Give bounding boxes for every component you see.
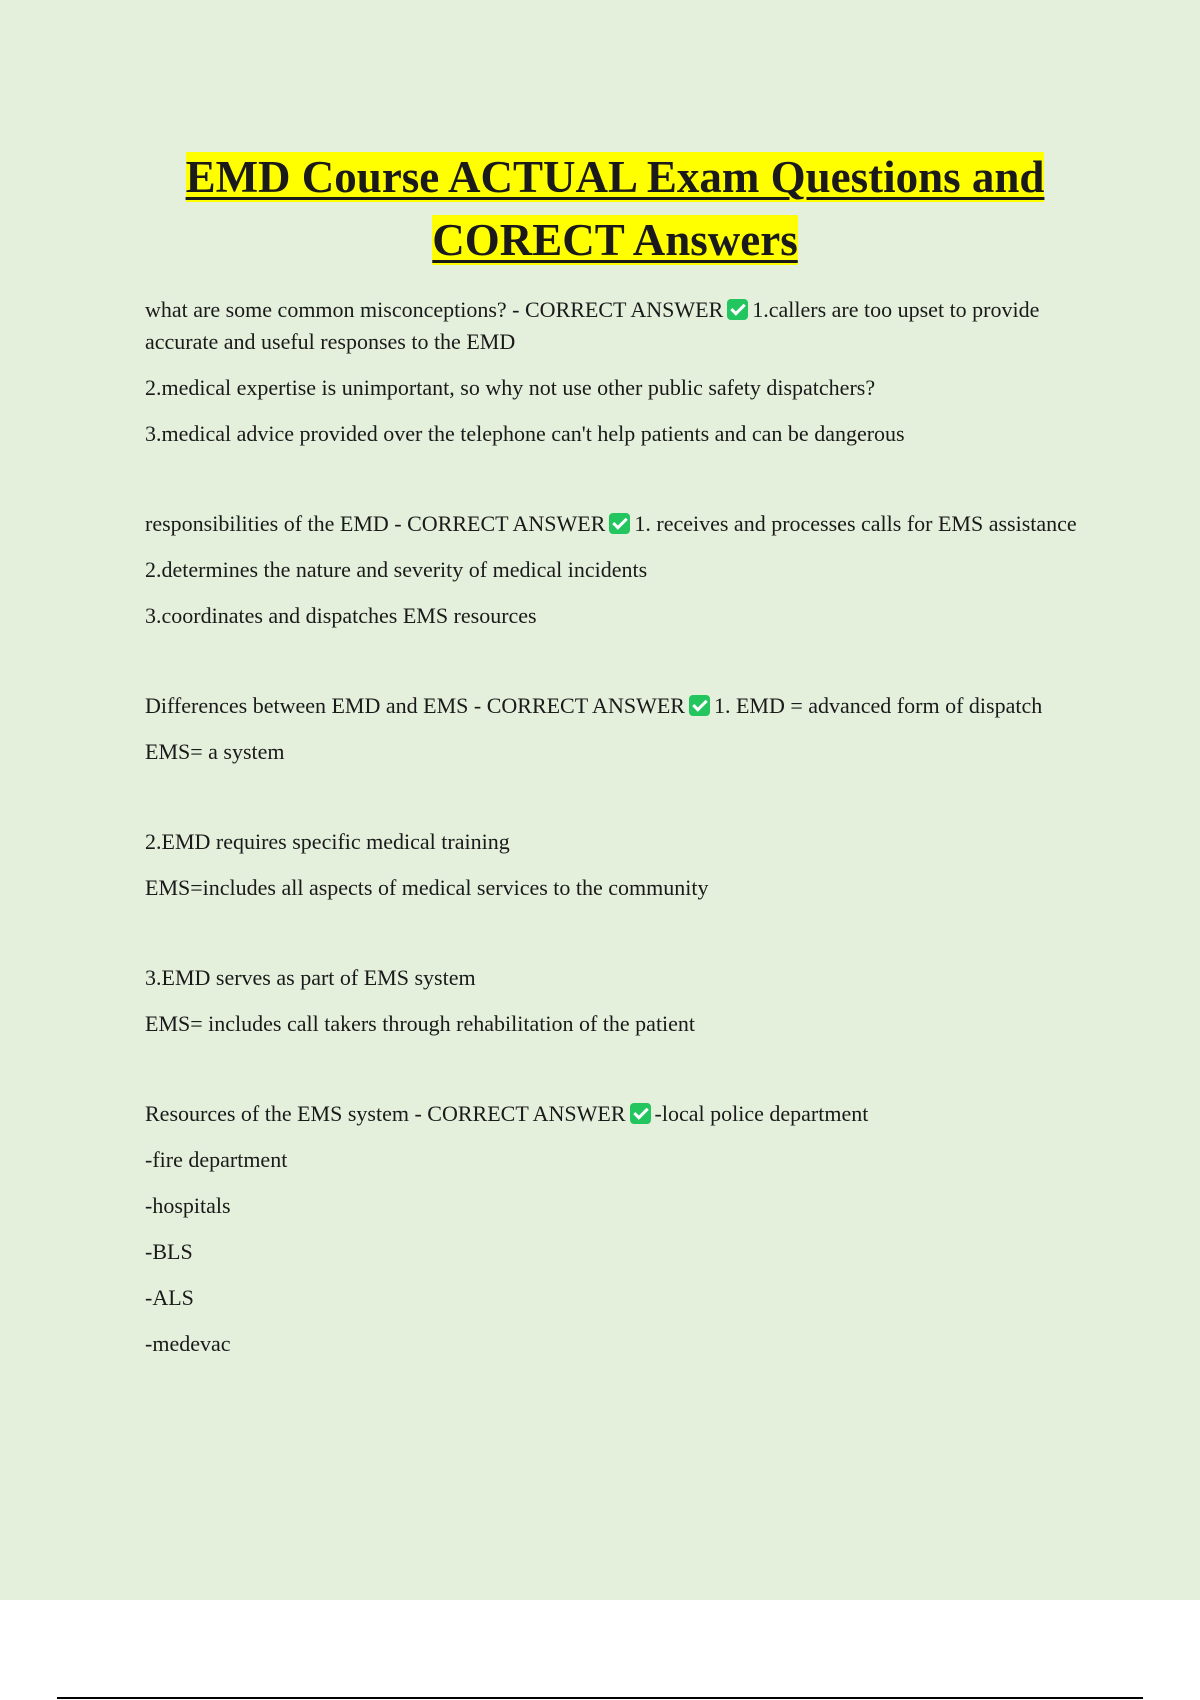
question-text: responsibilities of the EMD - CORRECT ANSWER: [145, 511, 606, 536]
spacer: [145, 918, 1085, 962]
document-title: [145, 146, 1085, 272]
check-mark-icon: [630, 1103, 651, 1124]
question-line: [145, 294, 1085, 358]
answer-line: 2.determines the nature and severity of medical incidents: [145, 557, 648, 582]
answer-text: 1. receives and processes calls for EMS assistance: [634, 511, 1077, 536]
answer-line: -BLS: [145, 1239, 193, 1264]
answer-line: -medevac: [145, 1331, 231, 1356]
question-text: what are some common misconceptions? - CORRECT ANSWER: [145, 297, 724, 322]
spacer: [145, 1054, 1085, 1098]
question-line: [145, 508, 1085, 540]
question-line: [145, 1098, 1085, 1130]
spacer: [145, 464, 1085, 508]
answer-text: 1. EMD = advanced form of dispatch: [713, 693, 1043, 718]
question-text: Resources of the EMS system - CORRECT ANSWER: [145, 1101, 626, 1126]
qa-item: [145, 690, 1085, 1040]
answer-line: EMS=includes all aspects of medical services to the community: [145, 875, 709, 900]
title-line-1: EMD Course ACTUAL Exam Questions and: [185, 152, 1045, 202]
answer-line: 2.medical expertise is unimportant, so why not use other public safety dispatchers?: [145, 375, 876, 400]
document-content: [145, 146, 1085, 1374]
answer-line: -fire department: [145, 1147, 288, 1172]
qa-item: [145, 508, 1085, 632]
answer-line: 3.EMD serves as part of EMS system: [145, 965, 476, 990]
answer-line: -ALS: [145, 1285, 194, 1310]
check-mark-icon: [609, 513, 630, 534]
answer-line: 3.medical advice provided over the telephone can't help patients and can be dangerous: [145, 421, 905, 446]
title-line-2: CORECT Answers: [432, 215, 798, 265]
question-text: Differences between EMD and EMS - CORRECT ANSWER: [145, 693, 685, 718]
answer-line: 2.EMD requires specific medical training: [145, 829, 510, 854]
check-mark-icon: [727, 299, 748, 320]
answer-line: -hospitals: [145, 1193, 231, 1218]
qa-item: [145, 1098, 1085, 1360]
answer-line: 3.coordinates and dispatches EMS resources: [145, 603, 537, 628]
check-mark-icon: [689, 695, 710, 716]
spacer: [145, 782, 1085, 826]
answer-line: EMS= a system: [145, 739, 285, 764]
answer-text: 1.callers are too upset to provide accurate and useful responses to the EMD: [145, 297, 1040, 354]
qa-item: [145, 294, 1085, 450]
answer-text: -local police department: [654, 1101, 869, 1126]
answer-line: EMS= includes call takers through rehabilitation of the patient: [145, 1011, 696, 1036]
page-divider: [57, 1697, 1143, 1699]
spacer: [145, 646, 1085, 690]
question-line: [145, 690, 1085, 722]
